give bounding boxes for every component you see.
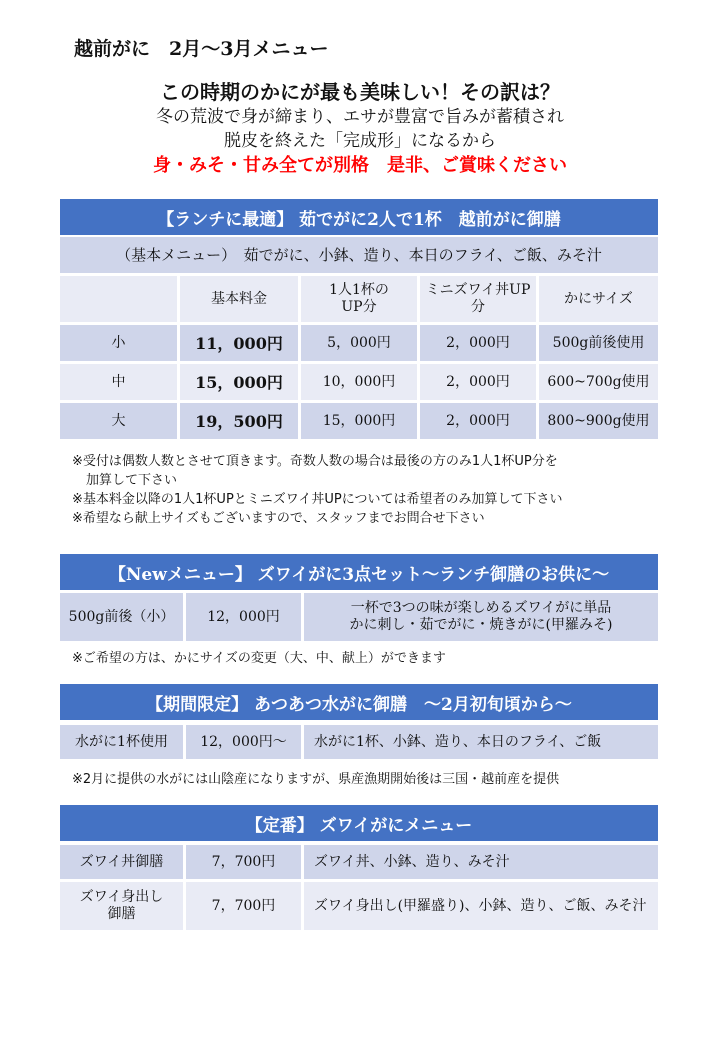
table-corner [60, 276, 177, 322]
table-row-up: 15，000円 [301, 403, 417, 439]
limited-label: 水がに1杯使用 [60, 725, 183, 759]
col-header-base: 基本料金 [180, 276, 298, 322]
newmenu-note: ※ご希望の方は、かにサイズの変更（大、中、献上）ができます [72, 651, 446, 666]
limited-header: 【期間限定】 あつあつ水がに御膳 ～2月初旬頃から～ [60, 684, 658, 720]
table-row-crab: 800~900g使用 [539, 403, 658, 439]
standard-row-price: 7，700円 [186, 845, 301, 879]
newmenu-price: 12，000円 [186, 593, 301, 641]
lunch-header: 【ランチに最適】 茹でがに2人で1杯 越前がに御膳 [60, 199, 658, 235]
newmenu-header: 【Newメニュー】 ズワイがに3点セット～ランチ御膳のお供に～ [60, 554, 658, 590]
page-title: 越前がに 2月～3月メニュー [74, 38, 329, 60]
standard-row-desc: ズワイ丼、小鉢、造り、みそ汁 [304, 845, 658, 879]
col-header-crab: かにサイズ [539, 276, 658, 322]
standard-row-price: 7，700円 [186, 882, 301, 930]
table-row-mini: 2，000円 [420, 403, 536, 439]
intro-headline: この時期のかにが最も美味しい！その訳は？ [160, 80, 560, 104]
note-line: 加算して下さい [86, 473, 178, 488]
newmenu-desc-line: かに刺し・茹でがに・焼きがに(甲羅みそ) [349, 617, 613, 633]
limited-price: 12，000円～ [186, 725, 301, 759]
note-line: ※受付は偶数人数とさせて頂きます。奇数人数の場合は最後の方のみ1人1杯UP分を [72, 454, 558, 469]
lunch-basic-menu: （基本メニュー） 茹でがに、小鉢、造り、本日のフライ、ご飯、みそ汁 [60, 237, 658, 273]
intro-highlight: 身・みそ・甘み全てが別格 是非、ご賞味ください [153, 155, 567, 176]
standard-header: 【定番】 ズワイがにメニュー [60, 805, 658, 841]
limited-desc: 水がに1杯、小鉢、造り、本日のフライ、ご飯 [304, 725, 658, 759]
standard-row-desc: ズワイ身出し(甲羅盛り)、小鉢、造り、ご飯、みそ汁 [304, 882, 658, 930]
newmenu-size: 500g前後（小） [60, 593, 183, 641]
limited-note: ※2月に提供の水がには山陰産になりますが、県産漁期開始後は三国・越前産を提供 [72, 772, 560, 787]
table-row-base: 19，500円 [180, 403, 298, 439]
table-row-crab: 500g前後使用 [539, 325, 658, 361]
table-row-size: 大 [60, 403, 177, 439]
table-row-size: 中 [60, 364, 177, 400]
note-line: ※基本料金以降の1人1杯UPとミニズワイ丼UPについては希望者のみ加算して下さい [72, 492, 563, 507]
col-header-up: 1人1杯の UP分 [301, 276, 417, 322]
table-row-base: 11，000円 [180, 325, 298, 361]
table-row-up: 5，000円 [301, 325, 417, 361]
table-row-base: 15，000円 [180, 364, 298, 400]
table-row-up: 10，000円 [301, 364, 417, 400]
intro [60, 76, 660, 179]
table-row-size: 小 [60, 325, 177, 361]
lunch-notes [72, 452, 563, 528]
table-row-crab: 600~700g使用 [539, 364, 658, 400]
newmenu-desc [304, 593, 658, 641]
intro-line-1: 冬の荒波で身が締まり、エサが豊富で旨みが蓄積され [156, 107, 564, 127]
col-header-mini: ミニズワイ丼UP 分 [420, 276, 536, 322]
note-line: ※希望なら献上サイズもございますので、スタッフまでお問合せ下さい [72, 511, 485, 526]
standard-row-name: ズワイ丼御膳 [60, 845, 183, 879]
table-row-mini: 2，000円 [420, 325, 536, 361]
intro-line-2: 脱皮を終えた「完成形」になるから [224, 131, 496, 151]
newmenu-desc-line: 一杯で3つの味が楽しめるズワイがに単品 [350, 600, 612, 616]
table-row-mini: 2，000円 [420, 364, 536, 400]
standard-row-name: ズワイ身出し 御膳 [60, 882, 183, 930]
